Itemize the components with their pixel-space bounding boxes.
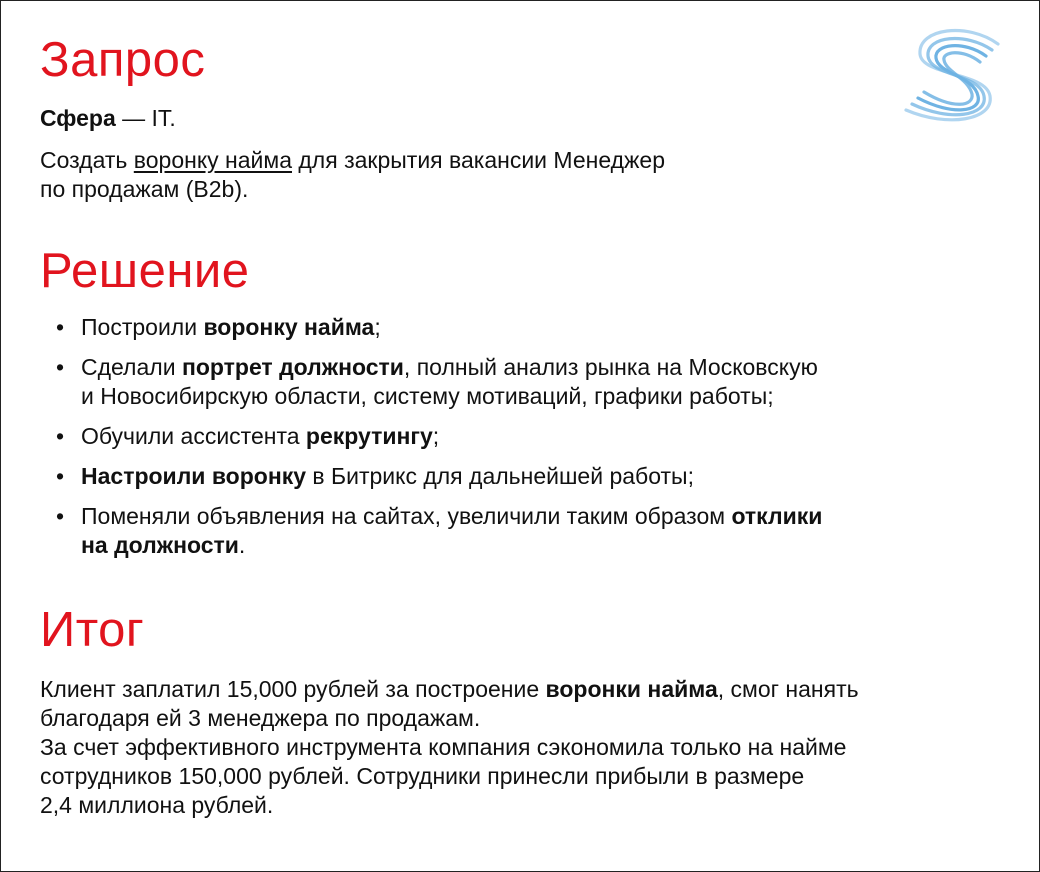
bullet-dot: • <box>56 463 65 489</box>
item-text: . <box>238 532 246 558</box>
solution-list <box>56 313 996 571</box>
sfera-value: — IT. <box>115 105 176 131</box>
result-bold: воронки найма <box>545 676 718 702</box>
heading-zapros: Запрос <box>40 33 206 87</box>
task-line2: по продажам (B2b). <box>40 176 249 202</box>
result-line: благодаря ей 3 менеджера по продажам. <box>40 705 481 731</box>
item-bold: Настроили воронку <box>81 463 307 489</box>
list-item <box>56 422 996 451</box>
task-line1-rest: для закрытия вакансии Менеджер <box>292 147 666 173</box>
sfera-line <box>40 104 176 133</box>
result-line: 2,4 миллиона рублей. <box>40 792 274 818</box>
item-text: , полный анализ рынка на Московскую <box>403 354 818 380</box>
heading-itog: Итог <box>40 603 145 657</box>
item-text: и Новосибирскую области, систему мотиваций, графики работы; <box>81 383 774 409</box>
item-bold: отклики <box>731 503 823 529</box>
item-text: ; <box>374 314 381 340</box>
result-text-pre: Клиент заплатил 15,000 рублей за построение <box>40 676 546 702</box>
result-line: сотрудников 150,000 рублей. Сотрудники принесли прибыли в размере <box>40 763 805 789</box>
list-item <box>56 313 996 342</box>
sfera-label: Сфера <box>40 105 116 131</box>
task-link: воронку найма <box>133 147 292 173</box>
item-bold: рекрутингу <box>305 423 433 449</box>
item-text: Обучили ассистента <box>81 423 306 449</box>
bullet-dot: • <box>56 314 65 340</box>
task-text <box>40 146 800 204</box>
bullet-dot: • <box>56 503 65 529</box>
task-pre: Создать <box>40 147 134 173</box>
result-text <box>40 675 1020 820</box>
list-item <box>56 353 996 411</box>
item-bold: на должности <box>81 532 239 558</box>
bullet-dot: • <box>56 354 65 380</box>
item-text: Поменяли объявления на сайтах, увеличили таким образом <box>81 503 732 529</box>
item-text: Сделали <box>81 354 182 380</box>
bullet-dot: • <box>56 423 65 449</box>
list-item <box>56 462 996 491</box>
result-line: За счет эффективного инструмента компания сэкономила только на найме <box>40 734 847 760</box>
item-text: ; <box>432 423 440 449</box>
item-text: в Битрикс для дальнейшей работы; <box>306 463 694 489</box>
s-logo-icon <box>898 24 1008 134</box>
item-bold: воронку найма <box>203 314 375 340</box>
result-text-post: , смог нанять <box>717 676 859 702</box>
list-item <box>56 502 996 560</box>
item-bold: портрет должности <box>181 354 404 380</box>
item-text: Построили <box>81 314 204 340</box>
heading-reshenie: Решение <box>40 244 250 298</box>
